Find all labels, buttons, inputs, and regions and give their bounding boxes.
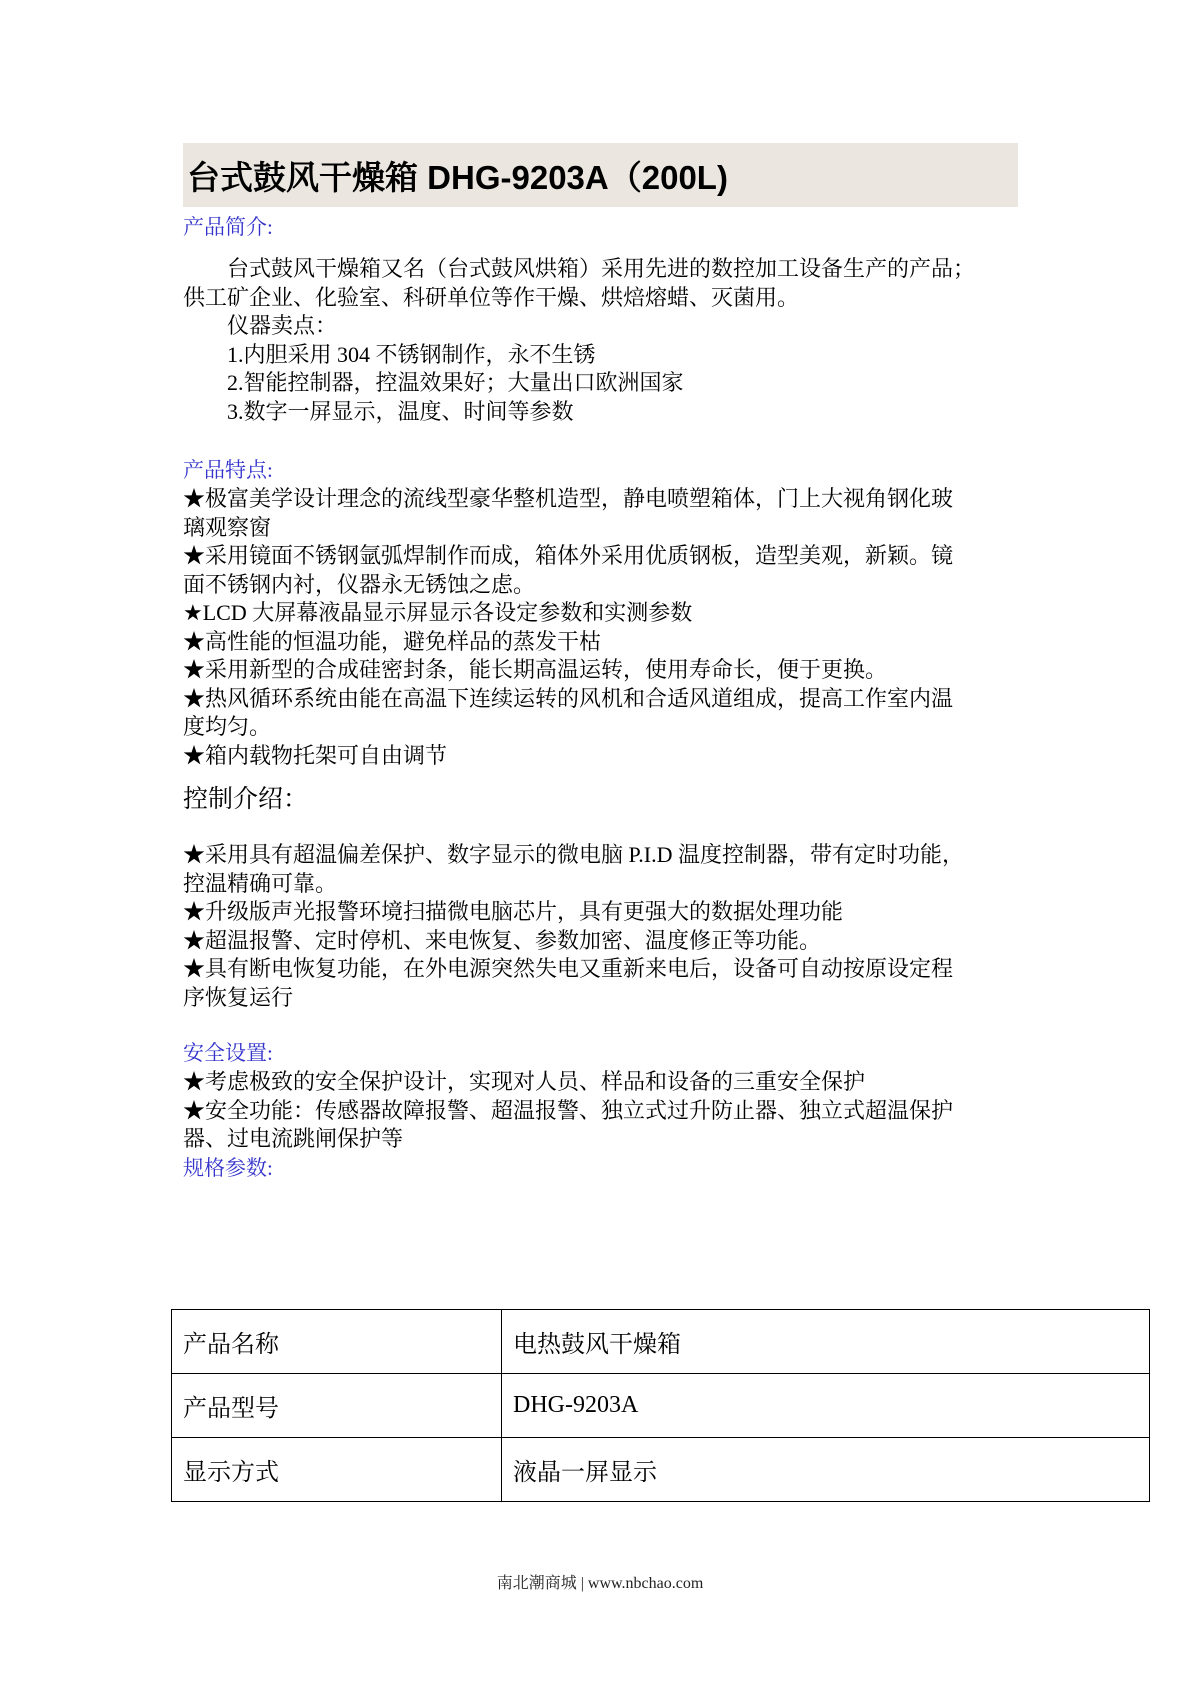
table-row [172,1437,1150,1501]
safety-list [183,1068,1018,1154]
text-line: ★安全功能：传感器故障报警、超温报警、独立式过升防止器、独立式超温保护 [183,1097,954,1123]
text-line: 仪器卖点： [227,313,338,338]
page-title: 台式鼓风干燥箱 DHG-9203A（200L) [183,143,1018,207]
text-line: ★箱内载物托架可自由调节 [183,742,448,768]
content-column [183,143,1018,1502]
text-line: 供工矿企业、化验室、科研单位等作干燥、烘焙熔蜡、灭菌用。 [183,284,800,310]
spec-value-cell: DHG-9203A [502,1373,1150,1437]
text-line: 3.数字一屏显示，温度、时间等参数 [227,398,574,424]
text-line: 1.内胆采用 304 不锈钢制作，永不生锈 [227,341,596,367]
text-line: 2.智能控制器，控温效果好；大量出口欧洲国家 [227,370,684,395]
text-line: ★LCD 大屏幕液晶显示屏显示各设定参数和实测参数 [183,600,693,625]
spec-label-cell: 产品名称 [172,1309,502,1373]
text-line: ★高性能的恒温功能，避免样品的蒸发干枯 [183,628,602,654]
table-row [172,1309,1150,1373]
text-line: 器、过电流跳闸保护等 [183,1126,404,1151]
text-line: 控温精确可靠。 [183,870,338,896]
text-line: 面不锈钢内衬，仪器永无锈蚀之虑。 [183,571,536,597]
specs-table [171,1309,1150,1502]
table-row [172,1373,1150,1437]
spec-label-cell: 产品型号 [172,1373,502,1437]
text-line: 序恢复运行 [183,984,294,1010]
section-heading-control: 控制介绍： [183,786,309,813]
text-line: ★采用镜面不锈钢氩弧焊制作而成，箱体外采用优质钢板，造型美观，新颖。镜 [183,543,954,568]
text-line: 度均匀。 [183,714,272,739]
spec-label-cell: 显示方式 [172,1437,502,1501]
text-line: 璃观察窗 [183,514,272,540]
intro-paragraph [183,255,1018,426]
spec-value-cell: 液晶一屏显示 [502,1437,1150,1501]
text-line: ★升级版声光报警环境扫描微电脑芯片，具有更强大的数据处理功能 [183,899,844,924]
text-line: ★热风循环系统由能在高温下连续运转的风机和合适风道组成，提高工作室内温 [183,685,954,711]
section-heading-safety: 安全设置: [183,1041,273,1065]
section-heading-features: 产品特点: [183,458,273,482]
text-line: ★采用具有超温偏差保护、数字显示的微电脑 P.I.D 温度控制器，带有定时功能， [183,842,965,867]
text-line: ★考虑极致的安全保护设计，实现对人员、样品和设备的三重安全保护 [183,1069,866,1094]
text-line: ★极富美学设计理念的流线型豪华整机造型，静电喷塑箱体，门上大视角钢化玻 [183,486,954,511]
features-list [183,485,1018,770]
text-line: 台式鼓风干燥箱又名（台式鼓风烘箱）采用先进的数控加工设备生产的产品； [227,256,976,281]
control-list [183,841,1018,1012]
spec-value-cell: 电热鼓风干燥箱 [502,1309,1150,1373]
text-line: ★具有断电恢复功能，在外电源突然失电又重新来电后，设备可自动按原设定程 [183,956,954,981]
text-line: ★超温报警、定时停机、来电恢复、参数加密、温度修正等功能。 [183,927,822,953]
footer-text: 南北潮商城 | www.nbchao.com [496,1575,704,1592]
text-line: ★采用新型的合成硅密封条，能长期高温运转，使用寿命长，便于更换。 [183,657,888,682]
section-heading-intro: 产品简介: [183,215,273,239]
section-heading-specs: 规格参数: [183,1155,273,1180]
